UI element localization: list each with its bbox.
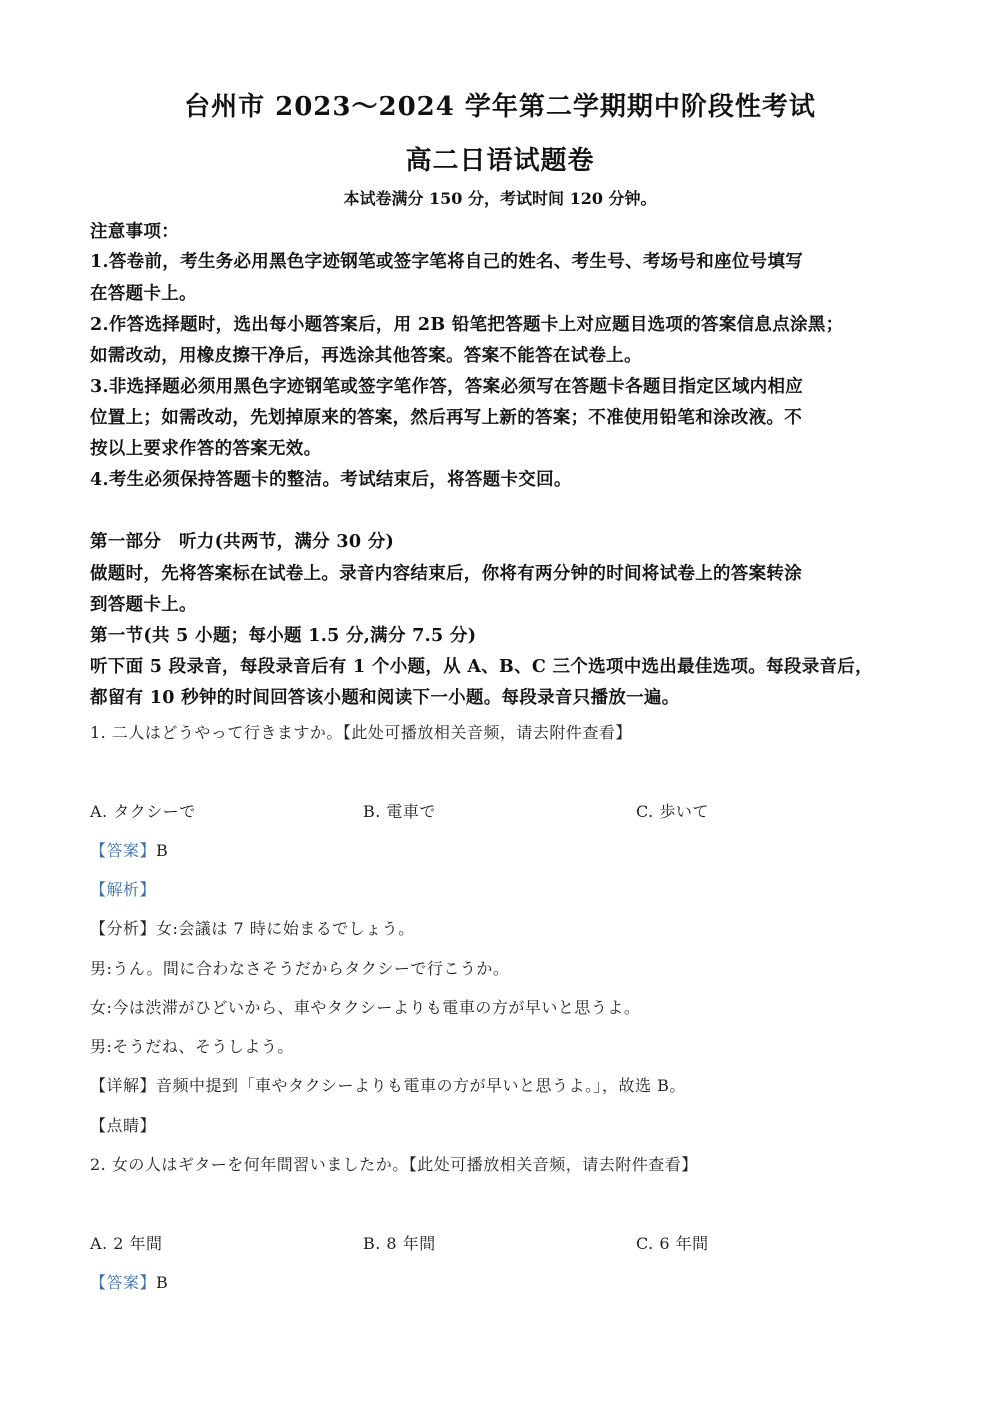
section1-heading: 第一节(共 5 小题；每小题 1.5 分,满分 7.5 分): [90, 626, 477, 646]
notice-line: 位置上；如需改动，先划掉原来的答案，然后再写上新的答案；不准使用铅笔和涂改液。不: [90, 408, 802, 428]
q1-analysis-line: 女:今は渋滞がひどいから、車やタクシーよりも電車の方が早いと思うよ。: [90, 998, 641, 1017]
answer-label: 【答案】: [90, 841, 157, 860]
answer-label: 【答案】: [90, 1273, 157, 1292]
notice-line: 1.答卷前，考生务必用黑色字迹钢笔或签字笔将自己的姓名、考生号、考场号和座位号填写: [90, 252, 804, 272]
notice-line: 如需改动，用橡皮擦干净后，再选涂其他答案。答案不能答在试卷上。: [90, 346, 642, 366]
q2-option-a: A. 2 年間: [90, 1234, 163, 1253]
section1-intro-line: 都留有 10 秒钟的时间回答该小题和阅读下一小题。每段录音只播放一遍。: [90, 688, 680, 708]
q1-answer: [90, 838, 168, 861]
notice-line: 4.考生必须保持答题卡的整洁。考试结束后，将答题卡交回。: [90, 470, 572, 490]
q1-point-label: 【点睛】: [90, 1116, 157, 1135]
section1-intro-line: 听下面 5 段录音，每段录音后有 1 个小题，从 A、B、C 三个选项中选出最佳选项。每段录音后，: [90, 657, 873, 677]
answer-value: B: [156, 841, 169, 860]
notice-line: 按以上要求作答的答案无效。: [90, 439, 322, 459]
notice-line: 在答题卡上。: [90, 284, 197, 304]
q2-answer: [90, 1270, 168, 1293]
exam-title: 台州市 2023～2024 学年第二学期期中阶段性考试: [184, 92, 816, 122]
question-1: 1. 二人はどうやって行きますか。【此处可播放相关音频，请去附件查看】: [90, 723, 632, 742]
notice-heading: 注意事项：: [90, 222, 179, 242]
q1-analysis-line: 【详解】音频中提到「車やタクシーよりも電車の方が早いと思うよ。」，故选 B。: [90, 1076, 686, 1095]
q1-option-a: A. タクシーで: [90, 802, 196, 821]
part1-heading: 第一部分 听力(共两节，满分 30 分): [90, 532, 395, 552]
exam-subtitle: 高二日语试题卷: [405, 146, 595, 176]
q2-option-b: B. 8 年間: [363, 1234, 436, 1253]
notice-line: 2.作答选择题时，选出每小题答案后，用 2B 铅笔把答题卡上对应题目选项的答案信息点涂黑；: [90, 315, 844, 335]
q1-option-c: C. 歩いて: [636, 802, 709, 821]
q1-analysis-line: 男:うん。間に合わなさそうだからタクシーで行こうか。: [90, 959, 510, 978]
q1-analysis-line: 【分析】女:会議は 7 時に始まるでしょう。: [90, 919, 415, 938]
part1-intro-line: 到答题卡上。: [90, 595, 197, 615]
notice-line: 3.非选择题必须用黑色字迹钢笔或签字笔作答，答案必须写在答题卡各题目指定区域内相应: [90, 377, 804, 397]
q1-option-b: B. 電車で: [363, 802, 436, 821]
q1-analysis-label: 【解析】: [90, 880, 157, 899]
q2-option-c: C. 6 年間: [636, 1234, 709, 1253]
exam-info: 本试卷满分 150 分，考试时间 120 分钟。: [343, 189, 657, 208]
answer-value: B: [156, 1273, 169, 1292]
q1-analysis-line: 男:そうだね、そうしよう。: [90, 1037, 294, 1056]
question-2: 2. 女の人はギターを何年間習いましたか。【此处可播放相关音频，请去附件查看】: [90, 1155, 698, 1174]
part1-intro-line: 做题时，先将答案标在试卷上。录音内容结束后，你将有两分钟的时间将试卷上的答案转涂: [90, 564, 802, 584]
